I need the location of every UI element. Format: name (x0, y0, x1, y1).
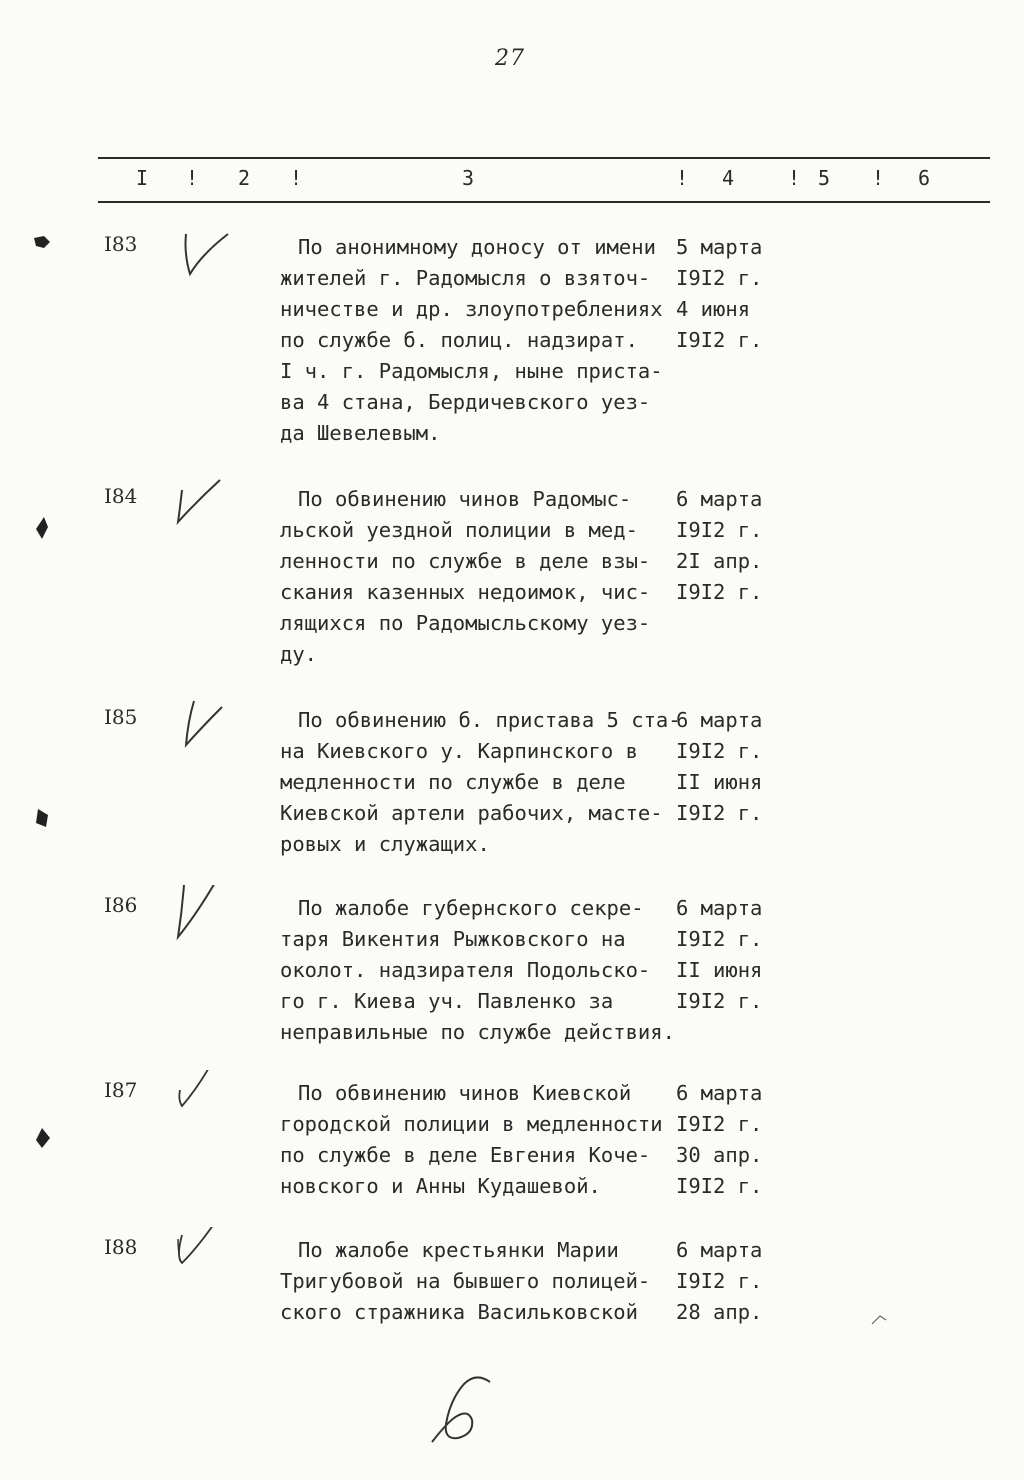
record-number: I84 (104, 484, 138, 508)
stray-pen-mark (870, 1312, 890, 1326)
header-separator: ! (290, 166, 303, 190)
description-line: таря Викентия Рыжковского на (280, 927, 626, 951)
description-line: Киевской артели рабочих, масте- (280, 801, 663, 825)
record-dates (676, 232, 806, 356)
record-dates (676, 484, 806, 608)
date-line: 5 марта (676, 235, 763, 259)
date-line: I9I2 г. (676, 1174, 763, 1198)
record-dates (676, 705, 806, 829)
description-line: ничестве и др. злоупотреблениях (280, 297, 663, 321)
binding-hole-mark (30, 515, 54, 543)
description-line: го г. Киева уч. Павленко за (280, 989, 614, 1013)
description-line: ленности по службе в деле взы- (280, 549, 651, 573)
header-col-1: I (136, 166, 149, 190)
description-line: городской полиции в медленности (280, 1112, 663, 1136)
description-line: по службе в деле Евгения Коче- (280, 1143, 651, 1167)
checkmark-icon (172, 224, 236, 282)
description-line: медленности по службе в деле (280, 770, 626, 794)
checkmark-icon (172, 885, 236, 943)
date-line: I9I2 г. (676, 1269, 763, 1293)
date-line: 6 марта (676, 487, 763, 511)
checkmark-icon (172, 476, 236, 534)
header-separator: ! (186, 166, 199, 190)
header-separator: ! (872, 166, 885, 190)
record-number: I85 (104, 705, 138, 729)
header-separator: ! (676, 166, 689, 190)
description-line: Тригубовой на бывшего полицей- (280, 1269, 651, 1293)
date-line: 28 апр. (676, 1300, 763, 1324)
record-description (280, 1078, 680, 1202)
date-line: 6 марта (676, 708, 763, 732)
description-line: По анонимному доносу от имени (298, 235, 656, 259)
header-col-4: 4 (722, 166, 735, 190)
date-line: I9I2 г. (676, 989, 763, 1013)
record-number: I83 (104, 232, 138, 256)
binding-hole-mark (30, 1126, 54, 1154)
record-description (280, 893, 680, 1048)
header-col-5: 5 (818, 166, 831, 190)
date-line: 6 марта (676, 1081, 763, 1105)
record-dates (676, 1078, 806, 1202)
description-line: I ч. г. Радомысля, ныне приста- (280, 359, 663, 383)
description-line: лящихся по Радомысльскому уез- (280, 611, 651, 635)
date-line: 4 июня (676, 297, 751, 321)
description-line: по службе б. полиц. надзират. (280, 328, 638, 352)
checkmark-icon (172, 697, 236, 755)
header-col-6: 6 (918, 166, 931, 190)
description-line: льской уездной полиции в мед- (280, 518, 638, 542)
record-dates (676, 1235, 806, 1328)
header-col-3: 3 (462, 166, 475, 190)
record-description (280, 705, 680, 860)
binding-hole-mark (30, 230, 54, 254)
header-bottom-rule (98, 201, 990, 203)
date-line: I9I2 г. (676, 739, 763, 763)
header-top-rule (98, 157, 990, 159)
record-number: I88 (104, 1235, 138, 1259)
record-number: I86 (104, 893, 138, 917)
checkmark-icon (172, 1227, 236, 1285)
description-line: неправильные по службе действия. (280, 1020, 675, 1044)
record-description (280, 232, 680, 449)
handwritten-folio-number (428, 1372, 500, 1448)
page-number: 27 (495, 46, 525, 71)
date-line: I9I2 г. (676, 927, 763, 951)
date-line: I9I2 г. (676, 1112, 763, 1136)
description-line: да Шевелевым. (280, 421, 441, 445)
date-line: 2I апр. (676, 549, 763, 573)
description-line: околот. надзирателя Подольско- (280, 958, 651, 982)
date-line: 6 марта (676, 1238, 763, 1262)
header-col-2: 2 (238, 166, 251, 190)
record-dates (676, 893, 806, 1017)
date-line: I9I2 г. (676, 518, 763, 542)
record-number: I87 (104, 1078, 138, 1102)
column-header-row (0, 166, 1024, 194)
description-line: По жалобе губернского секре- (298, 896, 644, 920)
description-line: ду. (280, 642, 318, 666)
date-line: 6 марта (676, 896, 763, 920)
description-line: скания казенных недоимок, чис- (280, 580, 651, 604)
description-line: ровых и служащих. (280, 832, 490, 856)
header-separator: ! (788, 166, 801, 190)
date-line: II июня (676, 958, 763, 982)
description-line: По обвинению чинов Радомыс- (298, 487, 632, 511)
checkmark-icon (172, 1070, 236, 1128)
date-line: I9I2 г. (676, 801, 763, 825)
description-line: По жалобе крестьянки Марии (298, 1238, 619, 1262)
date-line: II июня (676, 770, 763, 794)
description-line: ва 4 стана, Бердичевского уез- (280, 390, 651, 414)
description-line: По обвинению чинов Киевской (298, 1081, 632, 1105)
record-description (280, 1235, 680, 1328)
description-line: жителей г. Радомысля о взяточ- (280, 266, 651, 290)
record-description (280, 484, 680, 670)
description-line: ского стражника Васильковской (280, 1300, 638, 1324)
description-line: По обвинению б. пристава 5 ста- (298, 708, 681, 732)
binding-hole-mark (30, 805, 54, 833)
description-line: новского и Анны Кудашевой. (280, 1174, 601, 1198)
date-line: I9I2 г. (676, 580, 763, 604)
date-line: I9I2 г. (676, 266, 763, 290)
description-line: на Киевского у. Карпинского в (280, 739, 638, 763)
date-line: 30 апр. (676, 1143, 763, 1167)
date-line: I9I2 г. (676, 328, 763, 352)
